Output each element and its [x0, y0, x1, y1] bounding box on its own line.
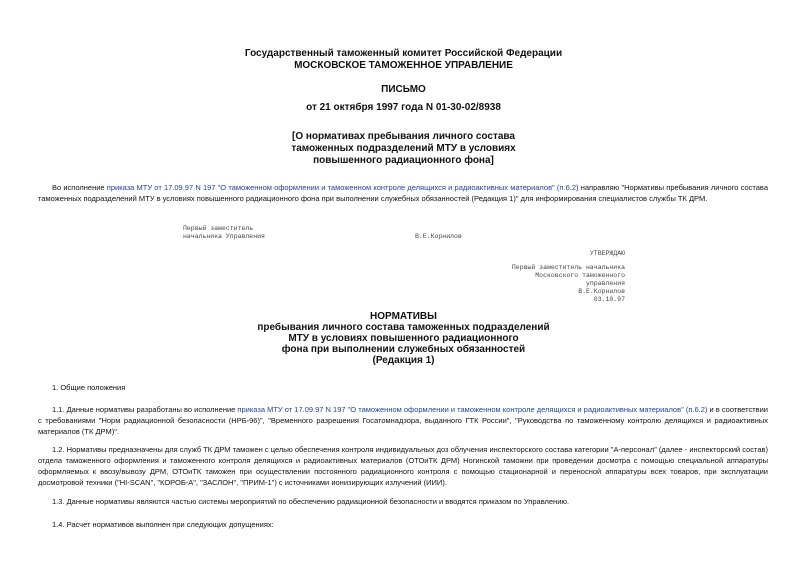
intro-text-post: направляю "Нормативы пребывания личного состава таможенных подразделений МТУ в условиях повышенного радиационного фона при выполнении служебных обязанностей (Редакция 1)" для информирования специалистов службы ТК ДРМ. — [38, 183, 768, 203]
approval-line4: В.Е.Корнилов — [578, 288, 625, 295]
paragraph-1-3: 1.3. Данные нормативы являются частью системы мероприятий по обеспечению радиационной безопасности и вводятся приказом по Управлению. — [52, 497, 570, 506]
org-name-line1: Государственный таможенный комитет Российской Федерации — [244, 48, 563, 59]
normativ-subtitle1: пребывания личного состава таможенных подразделений — [257, 322, 550, 333]
order-clause-link[interactable]: (п.6.2) — [556, 183, 579, 192]
intro-text-pre: Во исполнение — [52, 183, 107, 192]
approval-line2: Московского таможенного — [535, 272, 625, 279]
paragraph-1-2: 1.2. Нормативы предназначены для служб ТК ДРМ таможен с целью обеспечения контроля индивидуальных доз облучения инспекторского состава категории "А-персонал" (далее - инспекторский состав) отдела таможенного оформления и таможенного контроля делящихся и радиоактивных материалов (ОТОиТК ДРМ) Ногинской таможни при проведении досмотра с помощью специальной аппаратуры оформляемых к ввозу/вывозу ДРМ, ОТОиТК таможен при осуществлении постоянного радиационного контроля с помощью стационарной и переносной аппаратуры всех товаров, при эксплуатации досмотровой техники ("HI-SCAN", "КОРОБ-А", "ЗАСЛОН", "ПРИМ-1") с источниками ионизирующих излучений (ИИИ). — [38, 445, 768, 487]
approval-line3: управления — [585, 280, 625, 287]
subject-line1: [О нормативах пребывания личного состава — [292, 131, 515, 142]
order-link[interactable]: приказа МТУ от 17.09.97 N 197 "О таможенном оформлении и таможенном контроле делящихся и радиоактивных материалов" — [106, 183, 555, 192]
normativ-edition: (Редакция 1) — [372, 355, 435, 366]
p11-order-link[interactable]: приказа МТУ от 17.09.97 N 197 "О таможенном оформлении и таможенном контроле делящихся и радиоактивных материалов" — [237, 405, 684, 414]
paragraph-1-4: 1.4. Расчет нормативов выполнен при следующих допущениях: — [52, 520, 274, 529]
section-heading: 1. Общие положения — [52, 383, 126, 392]
paragraph-1-1 — [38, 404, 768, 437]
subject-line2: таможенных подразделений МТУ в условиях — [291, 143, 516, 154]
org-name-line2: МОСКОВСКОЕ ТАМОЖЕННОЕ УПРАВЛЕНИЕ — [294, 60, 513, 71]
signature-title-line2: начальника Управления — [183, 233, 265, 240]
approval-utv: УТВЕРЖДАЮ — [589, 250, 625, 257]
subject-line3: повышенного радиационного фона] — [313, 155, 494, 166]
p11-text-pre: 1.1. Данные нормативы разработаны во исполнение — [52, 405, 238, 414]
normativ-title: НОРМАТИВЫ — [370, 311, 437, 322]
intro-paragraph — [38, 182, 768, 204]
approval-line5: 03.10.97 — [593, 296, 625, 303]
signature-title-line1: Первый заместитель — [183, 225, 254, 232]
normativ-subtitle3: фона при выполнении служебных обязанностей — [281, 344, 526, 355]
approval-line1: Первый заместитель начальника — [511, 264, 625, 271]
p11-clause-link[interactable]: (п.6.2) — [685, 405, 708, 414]
p11-text-post: и в соответствии с требованиями "Норм радиационной безопасности (НРБ-96)", "Временного разрешения Госатомнадзора, выданного ГТК России", "Руководства по таможенному контролю делящихся и радиоактивных материалов (ТК ДРМ)". — [38, 405, 768, 436]
doc-type: ПИСЬМО — [381, 84, 426, 95]
normativ-subtitle2: МТУ в условиях повышенного радиационного — [288, 333, 519, 344]
doc-date: от 21 октября 1997 года N 01-30-02/8938 — [306, 102, 501, 113]
signature-name: В.Е.Корнилов — [415, 233, 462, 240]
